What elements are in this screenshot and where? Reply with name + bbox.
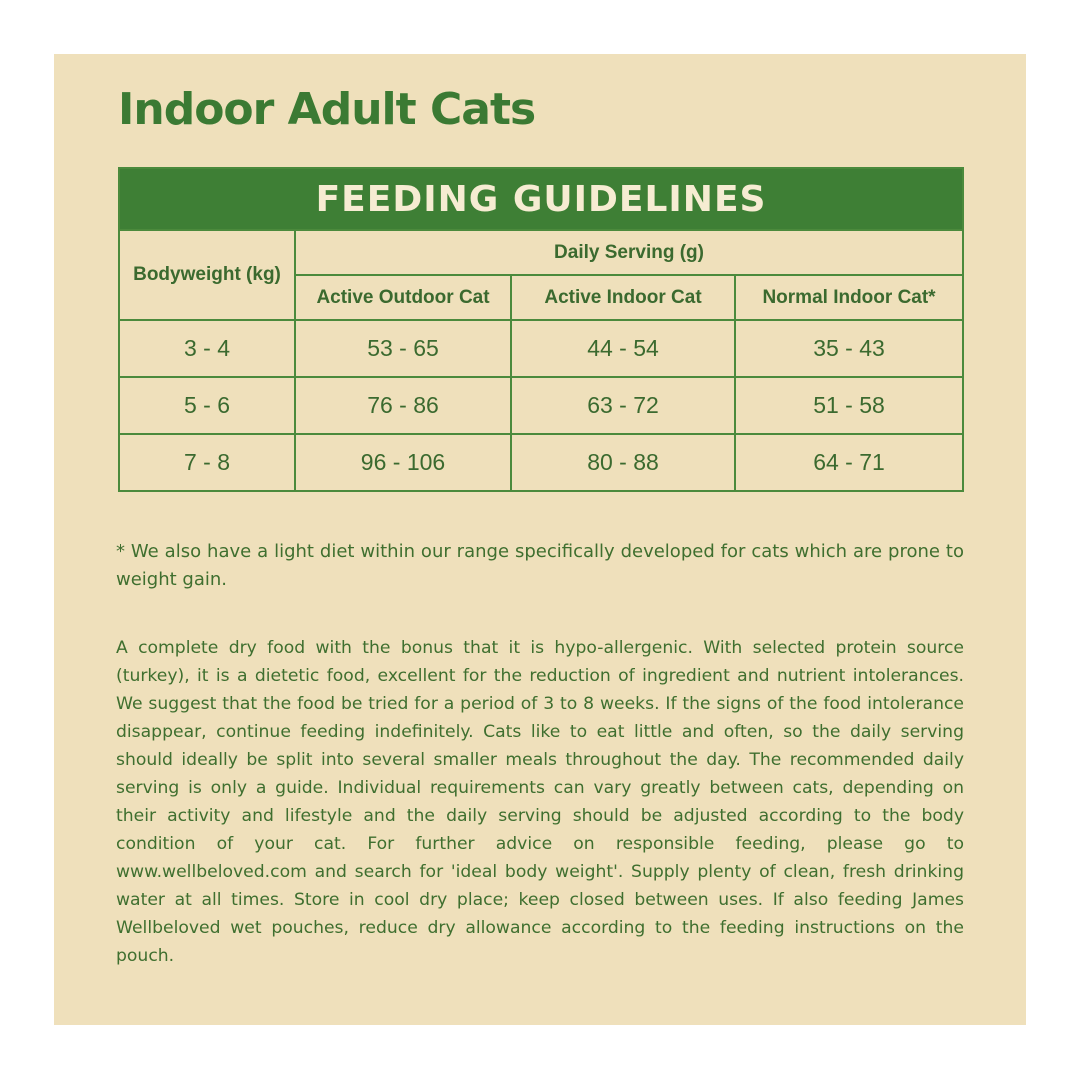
feeding-guidelines-table bbox=[118, 167, 964, 492]
serving-cell: 96 - 106 bbox=[295, 434, 511, 491]
page-title: Indoor Adult Cats bbox=[118, 84, 536, 135]
daily-serving-header: Daily Serving (g) bbox=[295, 230, 963, 275]
bodyweight-cell: 3 - 4 bbox=[119, 320, 295, 377]
serving-cell: 64 - 71 bbox=[735, 434, 963, 491]
serving-cell: 80 - 88 bbox=[511, 434, 735, 491]
light-diet-footnote: * We also have a light diet within our range specifically developed for cats which are prone to weight gain. bbox=[116, 541, 964, 590]
serving-cell: 44 - 54 bbox=[511, 320, 735, 377]
serving-cell: 76 - 86 bbox=[295, 377, 511, 434]
bodyweight-cell: 7 - 8 bbox=[119, 434, 295, 491]
product-description: A complete dry food with the bonus that it is hypo-allergenic. With selected protein source (turkey), it is a dietetic food, excellent for the reduction of ingredient and nutrient intolerances. We suggest that the food be tried for a period of 3 to 8 weeks. If the signs of the food intolerance disappear, continue feeding indefinitely. Cats like to eat little and often, so the daily serving should ideally be split into several smaller meals throughout the day. The recommended daily serving is only a guide. Individual requirements can vary greatly between cats, depending on their activity and lifestyle and the daily serving should be adjusted according to the body condition of your cat. For further advice on responsible feeding, please go to www.wellbeloved.com and search for 'ideal body weight'. Supply plenty of clean, fresh drinking water at all times. Store in cool dry place; keep closed between uses. If also feeding James Wellbeloved wet pouches, reduce dry allowance according to the feeding instructions on the pouch. bbox=[116, 638, 964, 966]
bodyweight-header: Bodyweight (kg) bbox=[119, 230, 295, 320]
table-row bbox=[119, 434, 963, 491]
table-row bbox=[119, 320, 963, 377]
serving-cell: 35 - 43 bbox=[735, 320, 963, 377]
column-header-active-outdoor: Active Outdoor Cat bbox=[295, 275, 511, 320]
column-header-normal-indoor: Normal Indoor Cat* bbox=[735, 275, 963, 320]
serving-cell: 53 - 65 bbox=[295, 320, 511, 377]
product-info-card bbox=[54, 54, 1026, 1025]
table-row bbox=[119, 377, 963, 434]
column-header-active-indoor: Active Indoor Cat bbox=[511, 275, 735, 320]
feeding-guidelines-banner: FEEDING GUIDELINES bbox=[119, 168, 963, 230]
bodyweight-cell: 5 - 6 bbox=[119, 377, 295, 434]
serving-cell: 51 - 58 bbox=[735, 377, 963, 434]
serving-cell: 63 - 72 bbox=[511, 377, 735, 434]
